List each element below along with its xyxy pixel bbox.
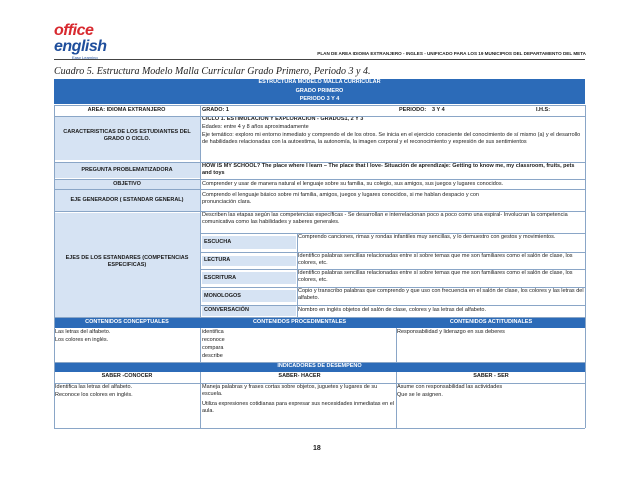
skill-escritura-text: Identifico palabras sencillas relacionadas entre sí sobre temas que me son familiares como el salón de clase, los colores, etc. (298, 270, 573, 283)
pregunta-text: HOW IS MY SCHOOL? The place where I learn – The place that I love- Situación de aprendizaje: Getting to know me, my classroom, fruits, pets and toys (202, 163, 575, 176)
eje-tematico-text: Eje temático: exploro mi entorno inmediato y comprendo el de los otros. Se inicia en el ejercicio consciente del conocimiento de sí mismo (a) y el desarrollo de habilidades relacionadas con la autoestima, la autonomía, la imagen corporal y el reconocimiento y expresión de sus sentimientos (202, 132, 581, 145)
skill-lectura-label: LECTURA (202, 256, 296, 266)
ser-item: Asume con responsabilidad las actividades (397, 384, 503, 390)
objetivo-text: Comprender y usar de manera natural el lenguaje sobre su familia, su colegio, sus amigos, sus juegos y lugares conocidos. (202, 181, 504, 187)
grid-line (54, 179, 585, 180)
grid-line (200, 252, 585, 253)
hacer-item: Maneja palabras y frases cortas sobre objetos, juguetes y lugares de su escuela. (202, 384, 378, 397)
saber-hacer-header: SABER- HACER (278, 373, 321, 379)
skill-conversacion-label: CONVERSACIÓN (202, 306, 296, 316)
ciclo-title: CICLO 1. ESTIMULACIÓN Y EXPLORACIÓN - GRADOS1, 2 Y 3 (202, 116, 364, 122)
objetivo-label: OBJETIVO (54, 180, 200, 189)
contenidos-actitudinales-header: CONTENIDOS ACTITUDINALES (449, 319, 533, 325)
grade-label: GRADO: 1 (202, 107, 229, 113)
grid-line (585, 105, 586, 428)
grid-line (200, 372, 201, 428)
grid-line (200, 105, 201, 317)
pregunta-label: PREGUNTA PROBLEMATIZADORA (54, 163, 200, 178)
contenidos-conceptuales-header: CONTENIDOS CONCEPTUALES (85, 319, 169, 325)
conceptual-item: Los colores en inglés. (55, 337, 109, 343)
grid-line (54, 428, 585, 429)
skill-conversacion-text: Nombro en inglés objetos del salón de clase, colores y las letras del alfabeto. (298, 307, 487, 313)
contenidos-procedimentales-header: CONTENIDOS PROCEDIMENTALES (252, 319, 347, 325)
skill-escritura-label: ESCRITURA (202, 272, 296, 284)
actitudinal-item: Responsabilidad y liderazgo en sus deberes (397, 329, 505, 335)
edades-text: Edades: entre 4 y 8 años aproximadamente (202, 124, 309, 130)
period-label: PERIODO: (399, 107, 427, 113)
skill-monologos-text: Copio y transcribo palabras que comprendo y que uso con frecuencia en el salón de clase, los colores y las letras del alfabeto. (298, 288, 584, 301)
header-rule (54, 59, 585, 60)
grid-line (396, 372, 397, 428)
grid-line (54, 105, 55, 428)
document-header: PLAN DE AREA IDIOMA EXTRANJERO - INGLES - UNIFICADO PARA LOS 19 MUNICIPIOS DEL DEPARTAMENTO DEL META (317, 51, 586, 56)
procedimental-item: compara (202, 345, 224, 351)
grid-line (54, 383, 585, 384)
ejes-intro-text: Describen las etapas según las competencias específicas - Se desarrollan e interrelacionan poco a poco como una espiral- Involucran la competencia comunicativa como las habilidades y saberes generales. (202, 212, 568, 225)
skill-escucha-label: ESCUCHA (202, 236, 296, 249)
indicadores-title: INDICADORES DE DESEMPEÑO (54, 363, 585, 372)
skill-escucha-text: Comprendo canciones, rimas y rondas infantiles muy sencillas, y lo demuestro con gestos y movimientos. (298, 234, 556, 240)
banner-grade: GRADO PRIMERO (54, 88, 585, 96)
hacer-item: Utiliza expresiones cotidianas para expresar sus necesidades inmediatas en el aula. (202, 401, 394, 414)
logo-tagline: Easy Learning (72, 55, 98, 60)
caracteristicas-label: CARACTERISTICAS DE LOS ESTUDIANTES DEL GRADO O CICLO. (54, 117, 200, 160)
ser-item: Que se le asignen. (397, 392, 443, 398)
procedimental-item: identifica (202, 329, 224, 335)
ejes-estandares-label: EJES DE LOS ESTANDARES (COMPETENCIAS ESPECIFICAS) (54, 213, 200, 317)
conocer-item: Identifica las letras del alfabeto. (55, 384, 133, 390)
grid-line (396, 328, 397, 362)
saber-conocer-header: SABER -CONOCER (101, 373, 153, 379)
skill-lectura-text: Identifico palabras sencillas relacionadas entre sí sobre temas que me son familiares como el salón de clase, los colores, etc. (298, 253, 573, 266)
grid-line (200, 287, 585, 288)
grid-line (54, 317, 585, 318)
period-value: 3 Y 4 (432, 107, 445, 113)
grid-line (54, 105, 585, 106)
saber-ser-header: SABER - SER (473, 373, 509, 379)
ihs-label: I.H.S: (536, 107, 551, 113)
procedimental-item: describe (202, 353, 223, 359)
logo-office-text: office (54, 22, 94, 39)
procedimental-item: reconoce (202, 337, 225, 343)
skill-monologos-label: MONOLOGOS (202, 290, 296, 302)
grid-line (200, 233, 585, 234)
grid-line (200, 328, 201, 362)
conocer-item: Reconoce los colores en inglés. (55, 392, 133, 398)
grid-line (200, 305, 585, 306)
page-number: 18 (313, 445, 321, 452)
grid-line (54, 362, 585, 363)
table-caption: Cuadro 5. Estructura Modelo Malla Curricular Grado Primero, Periodo 3 y 4. (54, 66, 371, 77)
eje-generador-text: Comprendo el lenguaje básico sobre mi familia, amigos, juegos y lugares conocidos, si me hablan despacio y con pronunciación clara. (202, 192, 479, 205)
grid-line (200, 269, 585, 270)
banner-period: PERIODO 3 Y 4 (54, 96, 585, 104)
logo-english-text: english (54, 38, 107, 55)
area-label: AREA: IDIOMA EXTRANJERO (87, 107, 166, 113)
grid-line (54, 116, 585, 117)
grid-line (54, 162, 585, 163)
grid-line (297, 233, 298, 317)
grid-line (54, 189, 585, 190)
banner-title: ESTRUCTURA MODELO MALLA CURRICULAR (54, 79, 585, 88)
conceptual-item: Las letras del alfabeto. (55, 329, 111, 335)
eje-generador-label: EJE GENERADOR ( ESTANDAR GENERAL) (54, 190, 200, 211)
office-english-logo (54, 20, 134, 62)
grid-line (54, 211, 585, 212)
